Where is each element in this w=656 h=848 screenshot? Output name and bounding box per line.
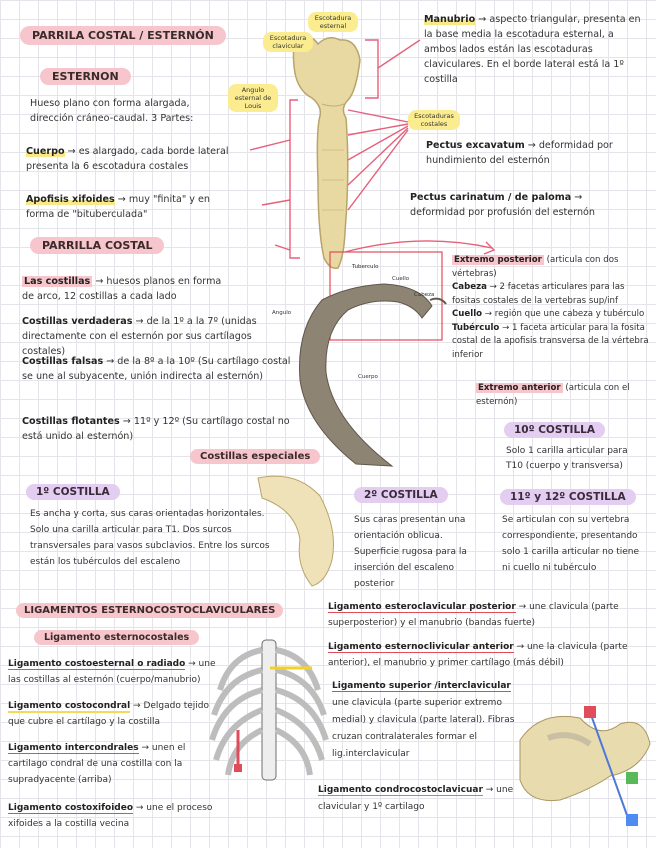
costoxifoideo-definition [8, 800, 234, 832]
rib-label-cabeza: Cabeza [414, 292, 435, 298]
c10-text: Solo 1 carilla articular para T10 (cuerpo y transversa) [506, 446, 628, 471]
label-escotadura-clavicular: Escotadura clavicular [263, 32, 313, 52]
rib-label-cuerpo: Cuerpo [358, 374, 378, 380]
post-definition [328, 599, 648, 631]
condro-term: Ligamento condrocostoclavicuar [318, 785, 483, 795]
rib-illustration [299, 252, 446, 466]
cabeza-text: → 2 facetas articulares para las fositas costales de la vertebras sup/inf [452, 282, 625, 306]
ligamentos-heading: LIGAMENTOS ESTERNOCOSTOCLAVICULARES [16, 603, 283, 618]
excavatum-term: Pectus excavatum [426, 140, 525, 151]
flotantes-term: Costillas flotantes [22, 416, 120, 427]
cuerpo-text: → es alargado, cada borde lateral presenta la 6 escotadura costales [26, 146, 229, 172]
excavatum-text: → deformidad por hundimiento del esternón [426, 140, 613, 166]
sternum-illustration [293, 37, 360, 268]
rib-label-angulo: Angulo [272, 310, 292, 316]
radiado-text: → une las costillas al esternón (cuerpo/manubrio) [8, 659, 216, 685]
verdaderas-text: → de la 1º a la 7º (unidas directamente con el esternón por sus cartílagos costales) [22, 316, 257, 357]
intercondrales-text: → unen el cartilago condral de una costilla con la supradyacente (arriba) [8, 743, 186, 785]
excavatum-definition [426, 138, 622, 168]
xifoides-term: Apofisis xifoides [26, 194, 115, 205]
costoxifoideo-term: Ligamento costoxifoideo [8, 803, 134, 813]
extremo-posterior-term: Extremo posterior [454, 255, 542, 265]
carinatum-term: Pectus carinatum / de paloma [410, 192, 572, 203]
flotantes-definition [22, 414, 294, 444]
manubrio-text: → aspecto triangular, presenta en la base media la escotadura esternal, a ambos lados están las escotaduras claviculares. En el borde lateral está la 1º costilla [424, 14, 641, 85]
carinatum-text: → deformidad por profusión del esternón [410, 192, 595, 218]
especiales-heading: Costillas especiales [190, 449, 320, 464]
intercondrales-definition [8, 740, 218, 788]
cuello-term: Cuello [452, 309, 483, 319]
c2-heading: 2º COSTILLA [354, 487, 448, 503]
page-title: PARRILA COSTAL / ESTERNÓN [20, 26, 226, 45]
post-text: → une clavicula (parte superposterior) y el manubrio (bandas fuerte) [328, 602, 619, 628]
esternon-intro: Hueso plano con forma alargada, dirección cráneo-caudal. 3 Partes: [30, 98, 194, 124]
c1112-heading: 11º y 12º COSTILLA [500, 489, 636, 505]
flotantes-text: → 11º y 12º (Su cartílago costal no está unido al esternón) [22, 416, 290, 442]
carinatum-definition [410, 190, 630, 220]
ant-term: Ligamento esternoclivicular anterior [328, 642, 514, 652]
verdaderas-term: Costillas verdaderas [22, 316, 133, 327]
c1-text: Es ancha y corta, sus caras orientadas horizontales. Solo una carilla articular para T1. Dos surcos transversales para vasos subclavios. Entre los surcos están los tubérculos del escaleno [30, 509, 270, 567]
label-escotaduras-costales: Escotaduras costales [408, 110, 460, 130]
c1-heading: 1º COSTILLA [26, 484, 120, 500]
parrilla-heading: PARRILLA COSTAL [30, 237, 164, 254]
post-term: Ligamento esteroclavicular posterior [328, 602, 516, 612]
costocondral-term: Ligamento costocondral [8, 701, 131, 711]
ant-text: → une la clavicula (parte anterior), el manubrio y primer cartílago (más débil) [328, 642, 628, 668]
c2-text: Sus caras presentan una orientación oblicua. Superficie rugosa para la inserción del escaleno posterior [354, 515, 467, 589]
xifoides-text: → muy "finita" y en forma de "bituberculada" [26, 194, 210, 220]
esternon-heading: ESTERNON [40, 68, 131, 85]
falsas-definition [22, 354, 292, 384]
cuello-text: → región que une cabeza y tubérculo [484, 309, 645, 319]
tuberculo-term: Tubérculo [452, 322, 500, 333]
manubrio-definition [424, 12, 646, 87]
label-escotadura-esternal: Escotadura esternal [308, 12, 358, 32]
label-angulo-louis: Angulo esternal de Louis [228, 84, 278, 112]
rib-label-cuello: Cuello [392, 276, 410, 282]
inter-text: une clavicula (parte superior extremo medial) y clavicula (parte lateral). Fibras cruzan contralaterales formar el lig.interclavicular [332, 698, 515, 759]
esternocostales-heading: Ligamento esternocostales [34, 630, 199, 645]
costillas-term: Las costillas [24, 276, 91, 287]
rib-cage-illustration [212, 640, 326, 780]
inter-definition [332, 678, 522, 763]
extremo-posterior-block [452, 254, 652, 362]
cuerpo-term: Cuerpo [26, 146, 65, 157]
condro-text: → une clavicular y 1º cartilago [318, 785, 514, 812]
sternoclavicular-joint-illustration [520, 706, 650, 826]
radiado-definition [8, 656, 228, 688]
cabeza-term: Cabeza [452, 282, 487, 292]
condro-definition [318, 782, 518, 816]
intercondrales-term: Ligamento intercondrales [8, 743, 139, 753]
costocondral-definition [8, 698, 226, 730]
falsas-text: → de la 8º a la 10º (Su cartílago costal se une al subyacente, unión indirecta al esternón) [22, 356, 291, 382]
costillas-definition [22, 274, 236, 304]
c10-heading: 10º COSTILLA [504, 422, 605, 438]
xifoides-definition [26, 192, 226, 222]
extremo-anterior-text: (articula con el esternón) [476, 383, 630, 407]
extremo-anterior-block [476, 382, 636, 409]
cuerpo-definition [26, 144, 234, 174]
tuberculo-text: → 1 faceta articular para la fosita costal de la apofisis transversa de la vértebra inferior [452, 322, 649, 360]
manubrio-term: Manubrio [424, 14, 476, 25]
verdaderas-definition [22, 314, 294, 359]
falsas-term: Costillas falsas [22, 356, 104, 367]
extremo-posterior-text: (articula con dos vértebras) [452, 255, 619, 279]
radiado-term: Ligamento costoesternal o radiado [8, 659, 186, 669]
ant-definition [328, 639, 648, 671]
costocondral-text: → Delgado tejido que cubre el cartílago y la costilla [8, 701, 210, 727]
rib-label-tuberculo: Tuberculo [352, 264, 379, 270]
inter-term: Ligamento superior /interclavicular [332, 681, 511, 691]
costoxifoideo-text: → une el proceso xifoides a la costilla vecina [8, 803, 213, 829]
c1112-text: Se articulan con su vertebra correspondiente, presentando solo 1 carilla articular no tiene ni cuello ni tubérculo [502, 515, 640, 573]
costillas-text: → huesos planos en forma de arco, 12 costillas a cada lado [22, 276, 222, 302]
extremo-anterior-term: Extremo anterior [478, 383, 561, 393]
